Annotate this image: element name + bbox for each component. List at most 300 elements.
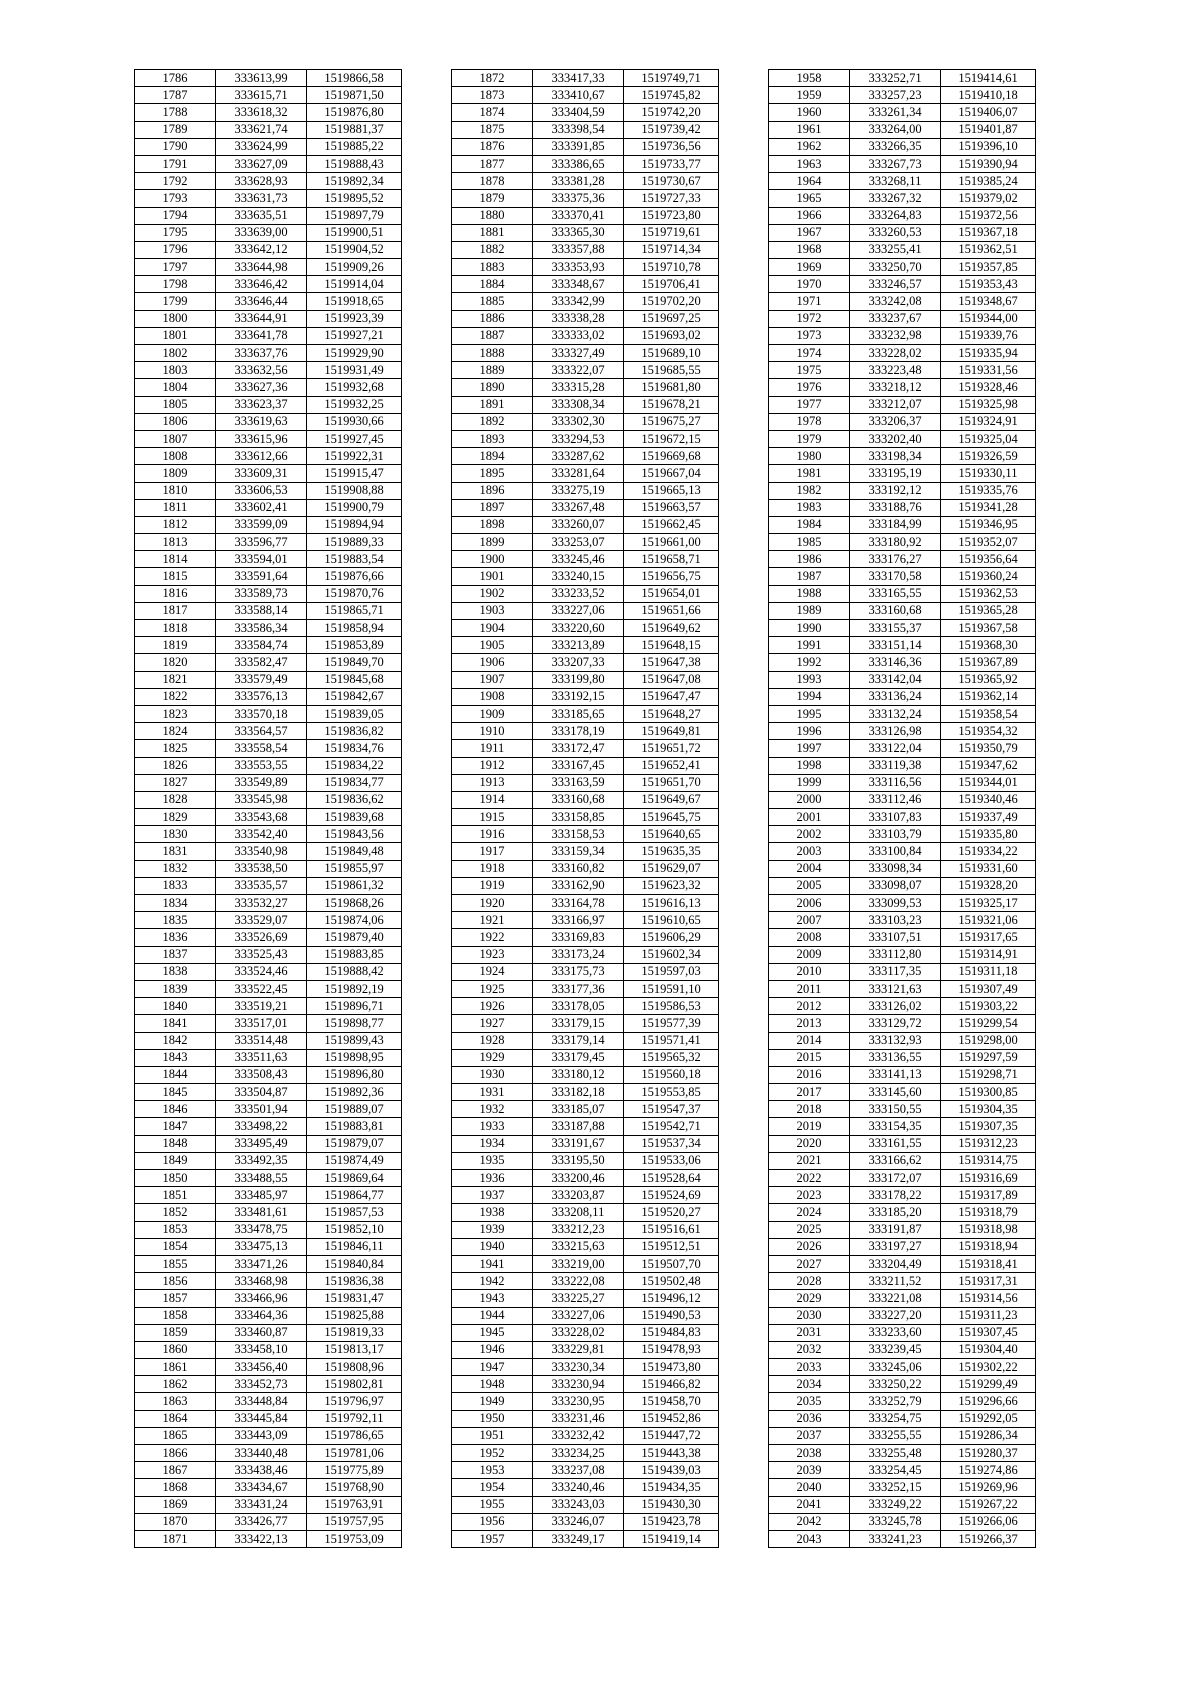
x-coordinate-cell: 333173,24: [533, 946, 624, 963]
point-number-cell: 1976: [769, 379, 850, 396]
y-coordinate-cell: 1519719,61: [624, 224, 719, 241]
table-row: [135, 980, 402, 997]
y-coordinate-cell: 1519869,64: [307, 1170, 402, 1187]
point-number-cell: 1846: [135, 1101, 216, 1118]
x-coordinate-cell: 333132,24: [850, 705, 941, 722]
table-row: [769, 1255, 1036, 1272]
y-coordinate-cell: 1519775,89: [307, 1462, 402, 1479]
y-coordinate-cell: 1519317,89: [941, 1187, 1036, 1204]
table-row: [452, 740, 719, 757]
y-coordinate-cell: 1519314,56: [941, 1290, 1036, 1307]
y-coordinate-cell: 1519302,22: [941, 1359, 1036, 1376]
y-coordinate-cell: 1519892,36: [307, 1084, 402, 1101]
point-number-cell: 1897: [452, 499, 533, 516]
point-number-cell: 1832: [135, 860, 216, 877]
table-row: [452, 551, 719, 568]
y-coordinate-cell: 1519648,27: [624, 705, 719, 722]
y-coordinate-cell: 1519368,30: [941, 637, 1036, 654]
y-coordinate-cell: 1519419,14: [624, 1530, 719, 1547]
y-coordinate-cell: 1519883,54: [307, 551, 402, 568]
table-row: [769, 379, 1036, 396]
x-coordinate-cell: 333184,99: [850, 516, 941, 533]
y-coordinate-cell: 1519876,80: [307, 104, 402, 121]
x-coordinate-cell: 333443,09: [216, 1427, 307, 1444]
point-number-cell: 1918: [452, 860, 533, 877]
table-row: [769, 1187, 1036, 1204]
x-coordinate-cell: 333188,76: [850, 499, 941, 516]
x-coordinate-cell: 333199,80: [533, 671, 624, 688]
point-number-cell: 1978: [769, 413, 850, 430]
x-coordinate-cell: 333327,49: [533, 345, 624, 362]
table-row: [769, 1530, 1036, 1547]
table-row: [452, 1427, 719, 1444]
point-number-cell: 2035: [769, 1393, 850, 1410]
y-coordinate-cell: 1519819,33: [307, 1324, 402, 1341]
point-number-cell: 1922: [452, 929, 533, 946]
x-coordinate-cell: 333179,14: [533, 1032, 624, 1049]
table-row: [769, 637, 1036, 654]
point-number-cell: 1887: [452, 327, 533, 344]
table-row: [452, 757, 719, 774]
table-row: [769, 1238, 1036, 1255]
y-coordinate-cell: 1519843,56: [307, 826, 402, 843]
point-number-cell: 1844: [135, 1066, 216, 1083]
point-number-cell: 2020: [769, 1135, 850, 1152]
point-number-cell: 1864: [135, 1410, 216, 1427]
x-coordinate-cell: 333438,46: [216, 1462, 307, 1479]
x-coordinate-cell: 333192,15: [533, 688, 624, 705]
table-row: [135, 1341, 402, 1358]
point-number-cell: 1945: [452, 1324, 533, 1341]
point-number-cell: 1979: [769, 430, 850, 447]
x-coordinate-cell: 333252,79: [850, 1393, 941, 1410]
y-coordinate-cell: 1519932,25: [307, 396, 402, 413]
table-row: [452, 87, 719, 104]
point-number-cell: 1814: [135, 551, 216, 568]
table-row: [452, 396, 719, 413]
x-coordinate-cell: 333386,65: [533, 155, 624, 172]
table-row: [769, 1049, 1036, 1066]
y-coordinate-cell: 1519900,51: [307, 224, 402, 241]
table-row: [769, 1462, 1036, 1479]
table-row: [135, 895, 402, 912]
y-coordinate-cell: 1519325,04: [941, 430, 1036, 447]
y-coordinate-cell: 1519560,18: [624, 1066, 719, 1083]
x-coordinate-cell: 333322,07: [533, 362, 624, 379]
point-number-cell: 1989: [769, 602, 850, 619]
point-number-cell: 1929: [452, 1049, 533, 1066]
point-number-cell: 1947: [452, 1359, 533, 1376]
point-number-cell: 1803: [135, 362, 216, 379]
y-coordinate-cell: 1519836,62: [307, 791, 402, 808]
x-coordinate-cell: 333142,04: [850, 671, 941, 688]
point-number-cell: 1937: [452, 1187, 533, 1204]
point-number-cell: 1960: [769, 104, 850, 121]
x-coordinate-cell: 333398,54: [533, 121, 624, 138]
table-row: [452, 413, 719, 430]
y-coordinate-cell: 1519876,66: [307, 568, 402, 585]
point-number-cell: 1871: [135, 1530, 216, 1547]
table-row: [452, 637, 719, 654]
y-coordinate-cell: 1519298,71: [941, 1066, 1036, 1083]
y-coordinate-cell: 1519892,19: [307, 980, 402, 997]
point-number-cell: 1967: [769, 224, 850, 241]
x-coordinate-cell: 333237,67: [850, 310, 941, 327]
table-row: [452, 1359, 719, 1376]
point-number-cell: 1880: [452, 207, 533, 224]
table-row: [769, 1410, 1036, 1427]
x-coordinate-cell: 333195,50: [533, 1152, 624, 1169]
table-row: [135, 534, 402, 551]
y-coordinate-cell: 1519831,47: [307, 1290, 402, 1307]
x-coordinate-cell: 333646,44: [216, 293, 307, 310]
x-coordinate-cell: 333632,56: [216, 362, 307, 379]
point-number-cell: 1799: [135, 293, 216, 310]
point-number-cell: 1879: [452, 190, 533, 207]
table-row: [452, 1204, 719, 1221]
x-coordinate-cell: 333535,57: [216, 877, 307, 894]
point-number-cell: 1862: [135, 1376, 216, 1393]
x-coordinate-cell: 333628,93: [216, 173, 307, 190]
point-number-cell: 1828: [135, 791, 216, 808]
table-row: [135, 809, 402, 826]
y-coordinate-cell: 1519888,42: [307, 963, 402, 980]
x-coordinate-cell: 333538,50: [216, 860, 307, 877]
x-coordinate-cell: 333172,47: [533, 740, 624, 757]
table-row: [769, 1341, 1036, 1358]
y-coordinate-cell: 1519296,66: [941, 1393, 1036, 1410]
y-coordinate-cell: 1519874,06: [307, 912, 402, 929]
table-row: [452, 620, 719, 637]
point-number-cell: 1946: [452, 1341, 533, 1358]
x-coordinate-cell: 333160,68: [533, 791, 624, 808]
x-coordinate-cell: 333525,43: [216, 946, 307, 963]
y-coordinate-cell: 1519335,94: [941, 345, 1036, 362]
y-coordinate-cell: 1519507,70: [624, 1255, 719, 1272]
point-number-cell: 1791: [135, 155, 216, 172]
y-coordinate-cell: 1519385,24: [941, 173, 1036, 190]
point-number-cell: 1992: [769, 654, 850, 671]
table-row: [769, 1393, 1036, 1410]
x-coordinate-cell: 333639,00: [216, 224, 307, 241]
table-row: [452, 723, 719, 740]
x-coordinate-cell: 333213,89: [533, 637, 624, 654]
y-coordinate-cell: 1519379,02: [941, 190, 1036, 207]
table-row: [452, 138, 719, 155]
table-row: [452, 276, 719, 293]
y-coordinate-cell: 1519647,38: [624, 654, 719, 671]
x-coordinate-cell: 333294,53: [533, 430, 624, 447]
y-coordinate-cell: 1519466,82: [624, 1376, 719, 1393]
y-coordinate-cell: 1519895,52: [307, 190, 402, 207]
point-number-cell: 2039: [769, 1462, 850, 1479]
table-row: [452, 1410, 719, 1427]
y-coordinate-cell: 1519303,22: [941, 998, 1036, 1015]
table-row: [135, 224, 402, 241]
y-coordinate-cell: 1519350,79: [941, 740, 1036, 757]
x-coordinate-cell: 333253,07: [533, 534, 624, 551]
table-row: [452, 465, 719, 482]
x-coordinate-cell: 333240,15: [533, 568, 624, 585]
point-number-cell: 1842: [135, 1032, 216, 1049]
table-row: [452, 705, 719, 722]
table-row: [135, 190, 402, 207]
point-number-cell: 1860: [135, 1341, 216, 1358]
x-coordinate-cell: 333448,84: [216, 1393, 307, 1410]
x-coordinate-cell: 333365,30: [533, 224, 624, 241]
point-number-cell: 1993: [769, 671, 850, 688]
x-coordinate-cell: 333245,46: [533, 551, 624, 568]
y-coordinate-cell: 1519316,69: [941, 1170, 1036, 1187]
table-row: [769, 1513, 1036, 1530]
y-coordinate-cell: 1519348,67: [941, 293, 1036, 310]
table-row: [452, 534, 719, 551]
y-coordinate-cell: 1519318,98: [941, 1221, 1036, 1238]
x-coordinate-cell: 333342,99: [533, 293, 624, 310]
point-number-cell: 1849: [135, 1152, 216, 1169]
point-number-cell: 1798: [135, 276, 216, 293]
x-coordinate-cell: 333410,67: [533, 87, 624, 104]
point-number-cell: 1934: [452, 1135, 533, 1152]
point-number-cell: 1994: [769, 688, 850, 705]
point-number-cell: 1823: [135, 705, 216, 722]
table-row: [135, 1238, 402, 1255]
x-coordinate-cell: 333250,22: [850, 1376, 941, 1393]
x-coordinate-cell: 333492,35: [216, 1152, 307, 1169]
point-number-cell: 1824: [135, 723, 216, 740]
y-coordinate-cell: 1519520,27: [624, 1204, 719, 1221]
x-coordinate-cell: 333192,12: [850, 482, 941, 499]
point-number-cell: 1801: [135, 327, 216, 344]
point-number-cell: 1865: [135, 1427, 216, 1444]
x-coordinate-cell: 333230,95: [533, 1393, 624, 1410]
y-coordinate-cell: 1519710,78: [624, 259, 719, 276]
x-coordinate-cell: 333570,18: [216, 705, 307, 722]
table-row: [135, 585, 402, 602]
table-row: [135, 379, 402, 396]
table-row: [452, 224, 719, 241]
table-row: [769, 1101, 1036, 1118]
table-row: [135, 688, 402, 705]
y-coordinate-cell: 1519367,18: [941, 224, 1036, 241]
y-coordinate-cell: 1519317,65: [941, 929, 1036, 946]
table-row: [135, 327, 402, 344]
table-row: [452, 929, 719, 946]
table-row: [452, 1049, 719, 1066]
y-coordinate-cell: 1519267,22: [941, 1496, 1036, 1513]
point-number-cell: 1813: [135, 534, 216, 551]
point-number-cell: 1886: [452, 310, 533, 327]
x-coordinate-cell: 333302,30: [533, 413, 624, 430]
x-coordinate-cell: 333103,23: [850, 912, 941, 929]
table-row: [452, 1513, 719, 1530]
table-row: [769, 688, 1036, 705]
table-row: [135, 362, 402, 379]
x-coordinate-cell: 333481,61: [216, 1204, 307, 1221]
y-coordinate-cell: 1519923,39: [307, 310, 402, 327]
table-row: [452, 1290, 719, 1307]
point-number-cell: 1986: [769, 551, 850, 568]
table-row: [452, 1032, 719, 1049]
y-coordinate-cell: 1519932,68: [307, 379, 402, 396]
x-coordinate-cell: 333434,67: [216, 1479, 307, 1496]
y-coordinate-cell: 1519473,80: [624, 1359, 719, 1376]
table-row: [135, 1359, 402, 1376]
y-coordinate-cell: 1519512,51: [624, 1238, 719, 1255]
point-number-cell: 1991: [769, 637, 850, 654]
point-number-cell: 1859: [135, 1324, 216, 1341]
x-coordinate-cell: 333182,18: [533, 1084, 624, 1101]
x-coordinate-cell: 333588,14: [216, 602, 307, 619]
point-number-cell: 1821: [135, 671, 216, 688]
y-coordinate-cell: 1519344,00: [941, 310, 1036, 327]
x-coordinate-cell: 333353,93: [533, 259, 624, 276]
y-coordinate-cell: 1519802,81: [307, 1376, 402, 1393]
point-number-cell: 1968: [769, 241, 850, 258]
y-coordinate-cell: 1519553,85: [624, 1084, 719, 1101]
x-coordinate-cell: 333619,63: [216, 413, 307, 430]
x-coordinate-cell: 333150,55: [850, 1101, 941, 1118]
point-number-cell: 1974: [769, 345, 850, 362]
x-coordinate-cell: 333644,98: [216, 259, 307, 276]
point-number-cell: 1891: [452, 396, 533, 413]
table-row: [452, 998, 719, 1015]
table-row: [135, 1496, 402, 1513]
table-row: [769, 1359, 1036, 1376]
y-coordinate-cell: 1519266,37: [941, 1530, 1036, 1547]
x-coordinate-cell: 333391,85: [533, 138, 624, 155]
table-row: [135, 705, 402, 722]
point-number-cell: 2008: [769, 929, 850, 946]
y-coordinate-cell: 1519328,46: [941, 379, 1036, 396]
x-coordinate-cell: 333228,02: [850, 345, 941, 362]
table-row: [135, 1393, 402, 1410]
x-coordinate-cell: 333212,23: [533, 1221, 624, 1238]
y-coordinate-cell: 1519321,06: [941, 912, 1036, 929]
table-row: [452, 1118, 719, 1135]
y-coordinate-cell: 1519423,78: [624, 1513, 719, 1530]
table-row: [452, 345, 719, 362]
table-row: [769, 259, 1036, 276]
point-number-cell: 1916: [452, 826, 533, 843]
table-row: [452, 1238, 719, 1255]
coordinate-table-3: [768, 69, 1036, 1548]
table-row: [452, 671, 719, 688]
table-row: [769, 1135, 1036, 1152]
y-coordinate-cell: 1519344,01: [941, 774, 1036, 791]
x-coordinate-cell: 333641,78: [216, 327, 307, 344]
table-row: [769, 190, 1036, 207]
point-number-cell: 1838: [135, 963, 216, 980]
x-coordinate-cell: 333185,20: [850, 1204, 941, 1221]
coordinate-table-2: [451, 69, 719, 1548]
y-coordinate-cell: 1519524,69: [624, 1187, 719, 1204]
point-number-cell: 2040: [769, 1479, 850, 1496]
point-number-cell: 1873: [452, 87, 533, 104]
x-coordinate-cell: 333338,28: [533, 310, 624, 327]
x-coordinate-cell: 333176,27: [850, 551, 941, 568]
x-coordinate-cell: 333260,07: [533, 516, 624, 533]
y-coordinate-cell: 1519868,26: [307, 895, 402, 912]
x-coordinate-cell: 333596,77: [216, 534, 307, 551]
table-row: [135, 1255, 402, 1272]
y-coordinate-cell: 1519401,87: [941, 121, 1036, 138]
x-coordinate-cell: 333126,02: [850, 998, 941, 1015]
y-coordinate-cell: 1519447,72: [624, 1427, 719, 1444]
y-coordinate-cell: 1519836,82: [307, 723, 402, 740]
y-coordinate-cell: 1519742,20: [624, 104, 719, 121]
x-coordinate-cell: 333122,04: [850, 740, 941, 757]
point-number-cell: 1928: [452, 1032, 533, 1049]
y-coordinate-cell: 1519757,95: [307, 1513, 402, 1530]
x-coordinate-cell: 333584,74: [216, 637, 307, 654]
table-row: [769, 774, 1036, 791]
y-coordinate-cell: 1519635,35: [624, 843, 719, 860]
x-coordinate-cell: 333112,46: [850, 791, 941, 808]
point-number-cell: 2033: [769, 1359, 850, 1376]
table-row: [769, 895, 1036, 912]
y-coordinate-cell: 1519849,70: [307, 654, 402, 671]
y-coordinate-cell: 1519654,01: [624, 585, 719, 602]
x-coordinate-cell: 333460,87: [216, 1324, 307, 1341]
y-coordinate-cell: 1519834,76: [307, 740, 402, 757]
y-coordinate-cell: 1519808,96: [307, 1359, 402, 1376]
x-coordinate-cell: 333519,21: [216, 998, 307, 1015]
point-number-cell: 1888: [452, 345, 533, 362]
table-row: [769, 121, 1036, 138]
table-row: [769, 1084, 1036, 1101]
x-coordinate-cell: 333141,13: [850, 1066, 941, 1083]
point-number-cell: 2000: [769, 791, 850, 808]
y-coordinate-cell: 1519591,10: [624, 980, 719, 997]
table-row: [769, 1324, 1036, 1341]
y-coordinate-cell: 1519839,68: [307, 809, 402, 826]
point-number-cell: 1853: [135, 1221, 216, 1238]
point-number-cell: 2018: [769, 1101, 850, 1118]
table-row: [135, 1135, 402, 1152]
y-coordinate-cell: 1519430,30: [624, 1496, 719, 1513]
point-number-cell: 1793: [135, 190, 216, 207]
point-number-cell: 1985: [769, 534, 850, 551]
point-number-cell: 1797: [135, 259, 216, 276]
y-coordinate-cell: 1519649,67: [624, 791, 719, 808]
table-row: [452, 895, 719, 912]
point-number-cell: 2042: [769, 1513, 850, 1530]
point-number-cell: 1840: [135, 998, 216, 1015]
y-coordinate-cell: 1519629,07: [624, 860, 719, 877]
point-number-cell: 1959: [769, 87, 850, 104]
table-row: [769, 791, 1036, 808]
y-coordinate-cell: 1519357,85: [941, 259, 1036, 276]
point-number-cell: 1954: [452, 1479, 533, 1496]
table-row: [769, 224, 1036, 241]
y-coordinate-cell: 1519678,21: [624, 396, 719, 413]
y-coordinate-cell: 1519896,71: [307, 998, 402, 1015]
y-coordinate-cell: 1519335,76: [941, 482, 1036, 499]
table-row: [769, 104, 1036, 121]
x-coordinate-cell: 333488,55: [216, 1170, 307, 1187]
point-number-cell: 2031: [769, 1324, 850, 1341]
y-coordinate-cell: 1519658,71: [624, 551, 719, 568]
x-coordinate-cell: 333206,37: [850, 413, 941, 430]
table-row: [769, 138, 1036, 155]
table-row: [769, 620, 1036, 637]
y-coordinate-cell: 1519842,67: [307, 688, 402, 705]
y-coordinate-cell: 1519347,62: [941, 757, 1036, 774]
table-row: [452, 877, 719, 894]
table-row: [769, 396, 1036, 413]
point-number-cell: 1924: [452, 963, 533, 980]
